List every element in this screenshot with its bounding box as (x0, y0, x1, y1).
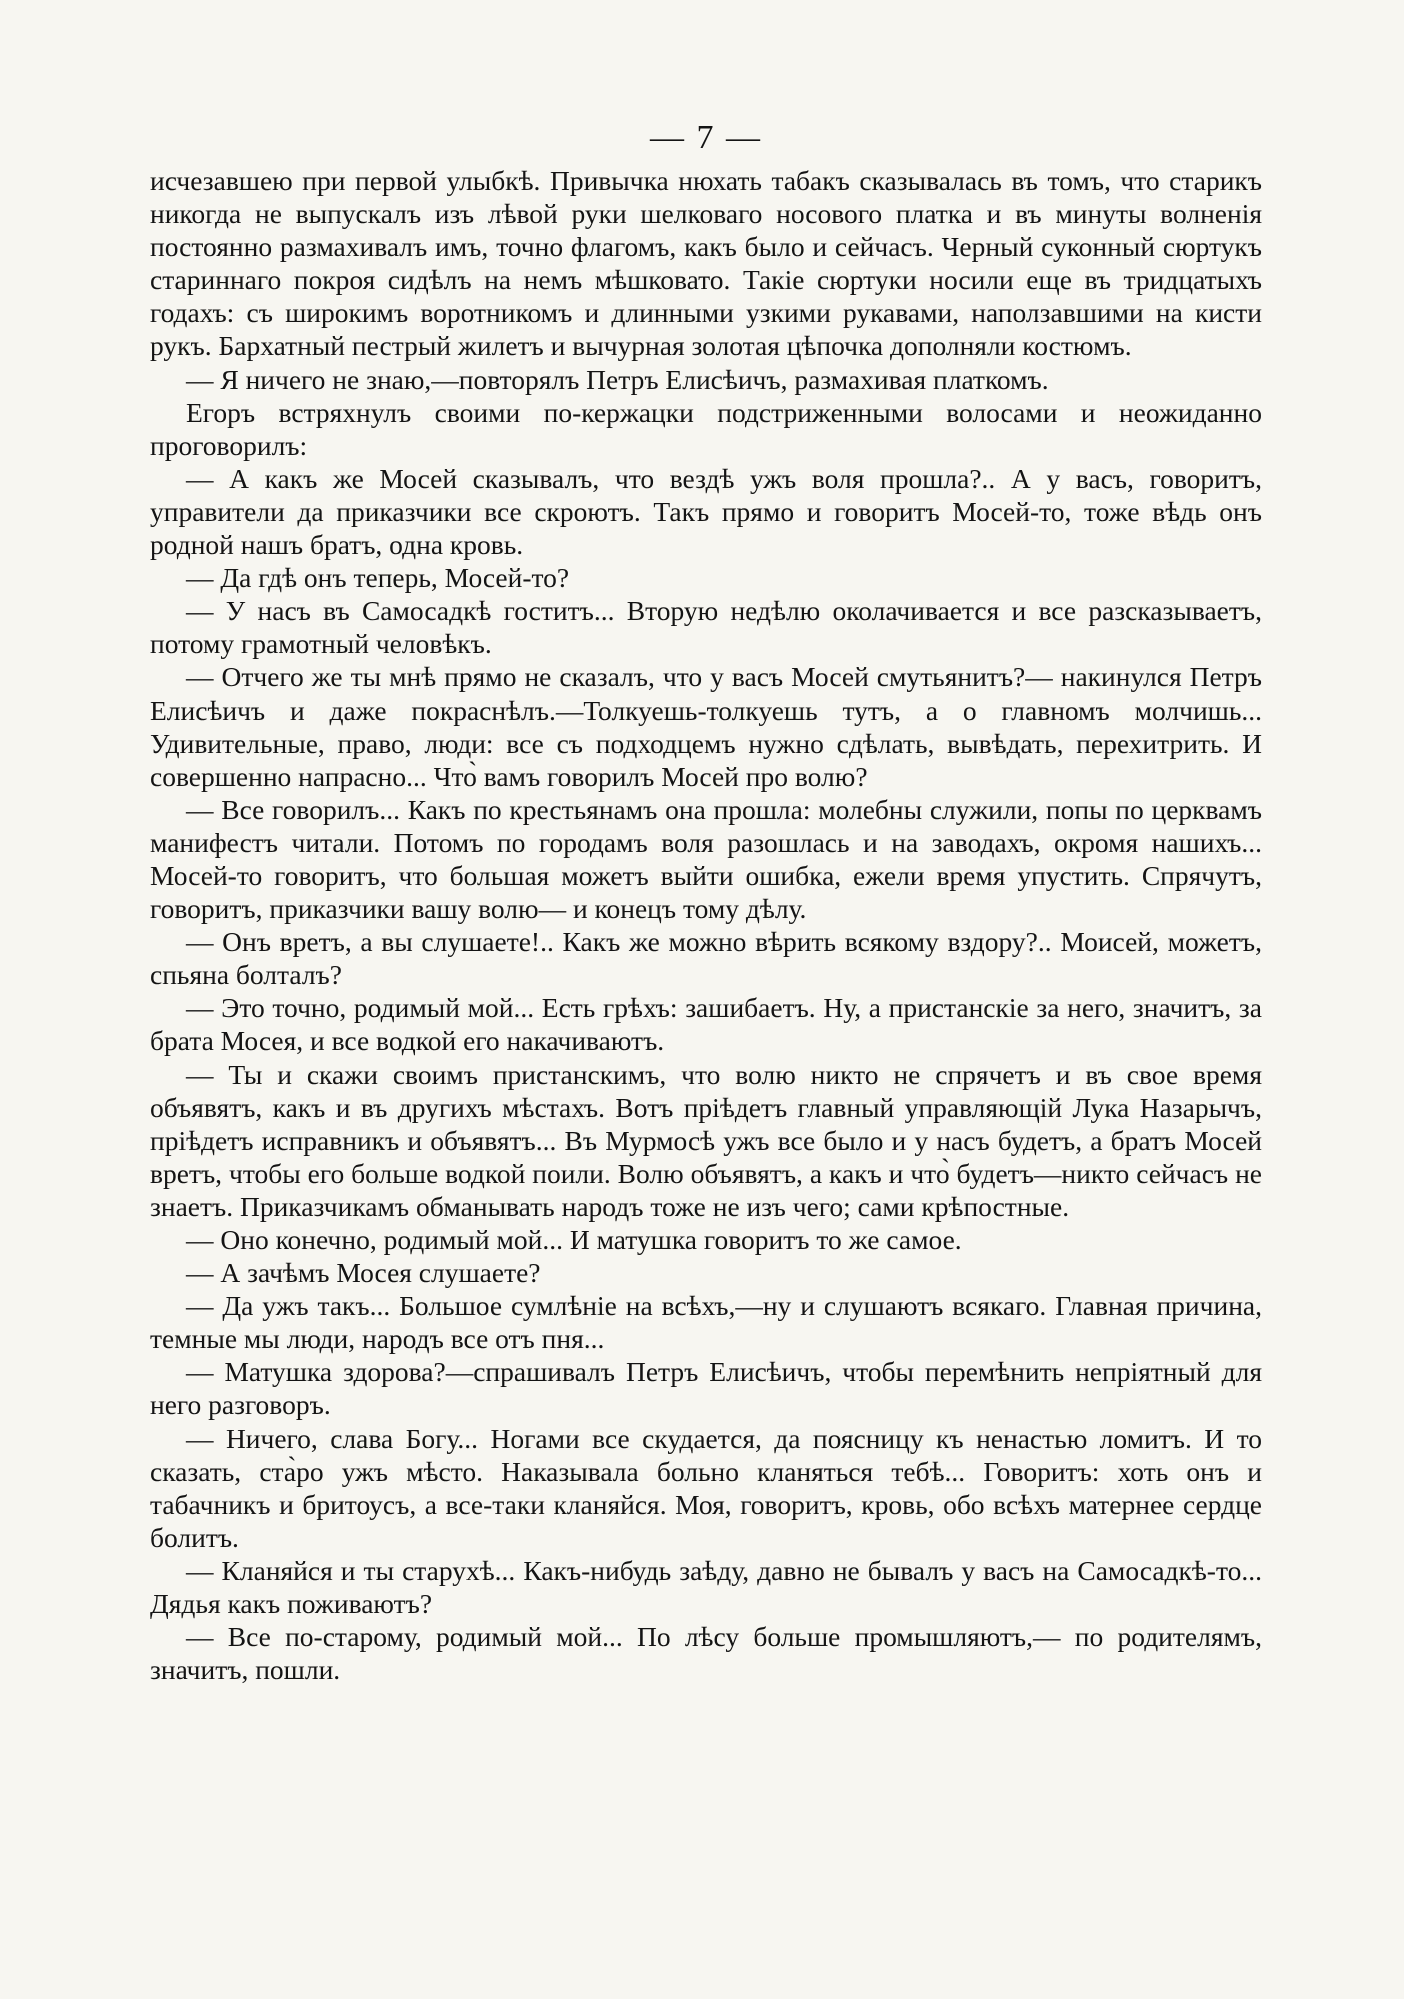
paragraph: — А зачѣмъ Мосея слушаете? (186, 1257, 541, 1289)
page-body (150, 164, 1262, 1686)
paragraph: исчезавшею при первой улыбкѣ. Привычка нюхать табакъ сказывалась въ томъ, что старикъ никогда не выпускалъ изъ лѣвой руки шелковаго носового платка и въ минуты волненія постоянно размахивалъ имъ, точно флагомъ, какъ было и сейчасъ. Черный суконный сюртукъ стариннаго покроя сидѣлъ на немъ мѣшковато. Такіе сюртуки носили еще въ тридцатыхъ годахъ: съ широкимъ воротникомъ и длинными узкими рукавами, наползавшими на кисти рукъ. Бархатный пестрый жилетъ и вычурная золотая цѣпочка дополняли костюмъ. (150, 165, 1262, 362)
paragraph: — Да ужъ такъ... Большое сумлѣніе на всѣхъ,—ну и слушаютъ всякаго. Главная причина, темные мы люди, народъ все отъ пня... (150, 1290, 1262, 1355)
paragraph: — Да гдѣ онъ теперь, Мосей-то? (186, 562, 570, 594)
paragraph: — Я ничего не знаю,—повторялъ Петръ Елисѣичъ, размахивая платкомъ. (186, 363, 1049, 395)
paragraph: — Оно конечно, родимый мой... И матушка говоритъ то же самое. (186, 1224, 962, 1255)
paragraph: Егоръ встряхнулъ своими по-кержацки подстриженными волосами и неожиданно проговорилъ: (150, 396, 1262, 461)
paragraph: — Ты и скажи своимъ пристанскимъ, что волю никто не спрячетъ и въ свое время объявятъ, какъ и въ другихъ мѣстахъ. Вотъ пріѣдетъ главный управляющій Лука Назарычъ, пріѣдетъ исправникъ и объявятъ... Въ Мурмосѣ ужъ все было и у насъ будетъ, а братъ Мосей вретъ, чтобы его больше водкой поили. Волю объявятъ, а какъ и что̀ будетъ—никто сейчасъ не знаетъ. Приказчикамъ обманывать народъ тоже не изъ чего; сами крѣпостные. (150, 1058, 1262, 1222)
paragraph: — Кланяйся и ты старухѣ... Какъ-нибудь заѣду, давно не бывалъ у васъ на Самосадкѣ-то... Дядья какъ поживаютъ? (150, 1554, 1262, 1620)
paragraph: — Это точно, родимый мой... Есть грѣхъ: зашибаетъ. Ну, а пристанскіе за него, значитъ, за брата Мосея, и все водкой его накачиваютъ. (150, 992, 1262, 1057)
paragraph: — Матушка здорова?—спрашивалъ Петръ Елисѣичъ, чтобы перемѣнить непріятный для него разговоръ. (150, 1356, 1262, 1421)
paragraph: — Отчего же ты мнѣ прямо не сказалъ, что у васъ Мосей смутьянитъ?— накинулся Петръ Елисѣичъ и даже покраснѣлъ.—Толкуешь-толкуешь тутъ, а о главномъ молчишь... Удивительные, право, люди: все съ подходцемъ нужно сдѣлать, вывѣдать, перехитрить. И совершенно напрасно... Что̀ вамъ говорилъ Мосей про волю? (150, 661, 1262, 792)
paragraph: — А какъ же Мосей сказывалъ, что вездѣ ужъ воля прошла?.. А у васъ, говоритъ, управители да приказчики все скроютъ. Такъ прямо и говоритъ Мосей-то, тоже вѣдь онъ родной нашъ братъ, одна кровь. (150, 462, 1262, 561)
paragraph: — У насъ въ Самосадкѣ гоститъ... Вторую недѣлю околачивается и все разсказываетъ, потому грамотный человѣкъ. (150, 595, 1262, 660)
paragraph: — Все по-старому, родимый мой... По лѣсу больше промышляютъ,— по родителямъ, значитъ, пошли. (150, 1621, 1262, 1686)
paragraph: — Онъ вретъ, а вы слушаете!.. Какъ же можно вѣрить всякому вздору?.. Моисей, можетъ, спьяна болталъ? (150, 926, 1262, 991)
paragraph: — Ничего, слава Богу... Ногами все скудается, да поясницу къ ненастью ломитъ. И то сказать, ста̀ро ужъ мѣсто. Наказывала больно кланяться тебѣ... Говоритъ: хоть онъ и табачникъ и бритоусъ, а все-таки кланяйся. Моя, говоритъ, кровь, обо всѣхъ матернее сердце болитъ. (150, 1422, 1262, 1553)
paragraph: — Все говорилъ... Какъ по крестьянамъ она прошла: молебны служили, попы по церквамъ манифестъ читали. Потомъ по городамъ воля разошлась и на заводахъ, окромя нашихъ... Мосей-то говоритъ, что большая можетъ выйти ошибка, ежели время упустить. Спрячутъ, говоритъ, приказчики вашу волю— и конецъ тому дѣлу. (150, 793, 1262, 925)
page-number: — 7 — (650, 119, 762, 156)
